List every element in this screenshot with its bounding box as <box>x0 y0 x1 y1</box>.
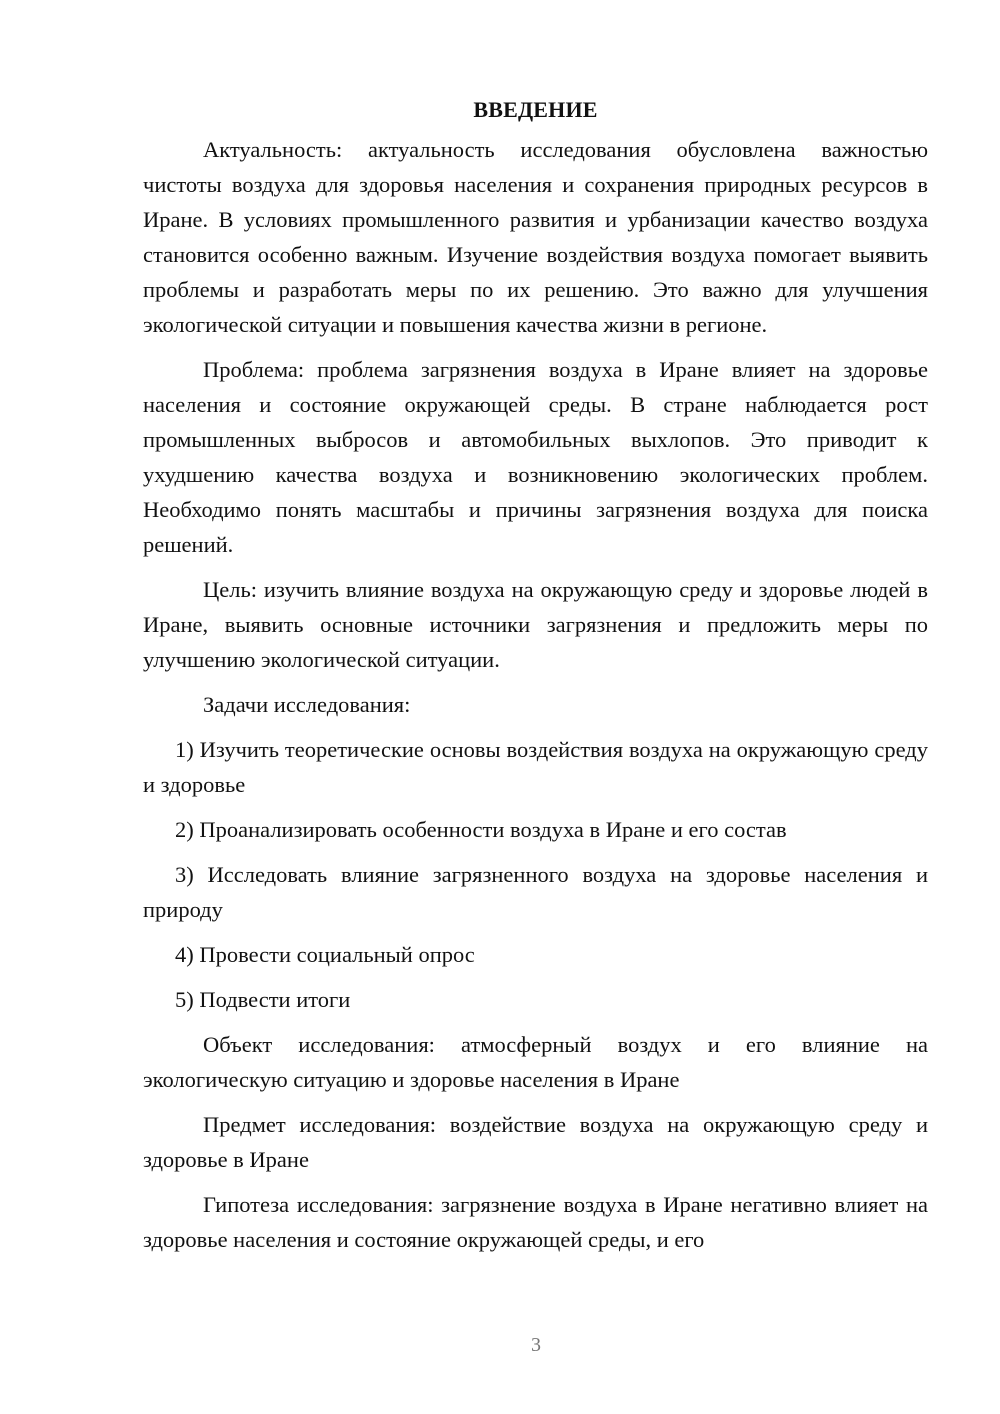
page-number: 3 <box>531 1334 541 1356</box>
task-item-1: 1) Изучить теоретические основы воздействия воздуха на окружающую среду и здоровье <box>143 737 928 797</box>
task-item-2: 2) Проанализировать особенности воздуха в Иране и его состав <box>175 817 787 842</box>
paragraph-problem: Проблема: проблема загрязнения воздуха в Иране влияет на здоровье населения и состояние окружающей среды. В стране наблюдается рост промышленных выбросов и автомобильных выхлопов. Это приводит к ухудшению качества воздуха и возникновению экологических проблем. Необходимо понять масштабы и причины загрязнения воздуха для поиска решений. <box>143 357 928 557</box>
paragraph-goal: Цель: изучить влияние воздуха на окружающую среду и здоровье людей в Иране, выявить основные источники загрязнения и предложить меры по улучшению экологической ситуации. <box>143 577 928 672</box>
page-content <box>143 92 928 1267</box>
task-item-4: 4) Провести социальный опрос <box>175 942 475 967</box>
paragraph-object: Объект исследования: атмосферный воздух и его влияние на экологическую ситуацию и здоровье населения в Иране <box>143 1032 928 1092</box>
paragraph-tasks-heading: Задачи исследования: <box>203 692 411 717</box>
paragraph-subject: Предмет исследования: воздействие воздуха на окружающую среду и здоровье в Иране <box>143 1112 928 1172</box>
task-item-3: 3) Исследовать влияние загрязненного воздуха на здоровье населения и природу <box>143 862 928 922</box>
paragraph-hypothesis: Гипотеза исследования: загрязнение воздуха в Иране негативно влияет на здоровье населения и состояние окружающей среды, и его <box>143 1192 928 1252</box>
task-item-5: 5) Подвести итоги <box>175 987 351 1012</box>
paragraph-relevance: Актуальность: актуальность исследования обусловлена важностью чистоты воздуха для здоровья населения и сохранения природных ресурсов в Иране. В условиях промышленного развития и урбанизации качество воздуха становится особенно важным. Изучение воздействия воздуха помогает выявить проблемы и разработать меры по их решению. Это важно для улучшения экологической ситуации и повышения качества жизни в регионе. <box>143 137 928 337</box>
page-title: ВВЕДЕНИЕ <box>473 97 598 122</box>
